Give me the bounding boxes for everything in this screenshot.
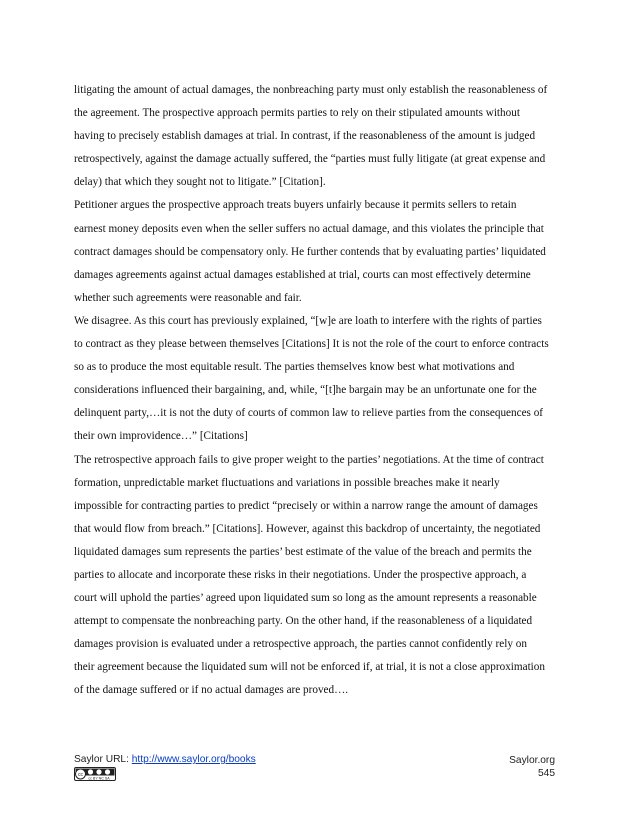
footer-page-info	[509, 754, 555, 780]
text-line: contract damages should be compensatory only. He further contends that by evaluating parties’ liquidated	[74, 245, 546, 258]
footer-url-prefix: Saylor URL:	[74, 754, 132, 765]
text-line: so as to produce the most equitable result. The parties themselves know best what motivations and	[74, 361, 515, 374]
saylor-books-link[interactable]: http://www.saylor.org/books	[131, 754, 256, 765]
text-line: Petitioner argues the prospective approach treats buyers unfairly because it permits sellers to retain	[74, 199, 517, 212]
text-line: litigating the amount of actual damages, the nonbreaching party must only establish the reasonableness of	[74, 84, 548, 96]
body-text	[74, 79, 564, 703]
text-line: their own improvidence…” [Citations]	[74, 430, 248, 443]
svg-text:cc: cc	[78, 771, 83, 778]
page-number: 545	[538, 768, 555, 779]
text-line: having to precisely establish damages at trial. In contrast, if the reasonableness of the amount is judged	[74, 130, 536, 143]
text-line: formation, unpredictable market fluctuations and variations in possible breaches make it nearly	[74, 476, 500, 489]
text-line: delinquent party,…it is not the duty of courts of common law to relieve parties from the consequences of	[74, 407, 544, 420]
text-line: whether such agreements were reasonable and fair.	[74, 291, 302, 304]
text-line: We disagree. As this court has previously explained, “[w]e are loath to interfere with the rights of parties	[74, 314, 542, 327]
text-line: impossible for contracting parties to predict “precisely or within a narrow range the amount of damages	[74, 499, 538, 512]
text-line: considerations influenced their bargaining, and, while, “[t]he bargain may be an unfortunate one for the	[74, 384, 537, 397]
text-line: damages provision is evaluated under a retrospective approach, the parties cannot confidently rely on	[74, 638, 527, 651]
text-line: court will uphold the parties’ agreed upon liquidated sum so long as the amount represents a reasonable	[74, 592, 537, 605]
creative-commons-license-icon[interactable]	[74, 767, 116, 781]
text-line: delay) that which they sought not to litigate.” [Citation].	[74, 176, 326, 189]
text-line: attempt to compensate the nonbreaching party. On the other hand, if the reasonableness of a liquidated	[74, 615, 533, 628]
footer-site: Saylor.org	[509, 755, 555, 766]
text-line: of the damage suffered or if no actual damages are proved….	[74, 684, 349, 697]
text-line: The retrospective approach fails to give proper weight to the parties’ negotiations. At the time of contract	[74, 453, 544, 466]
text-line: their agreement because the liquidated sum will not be enforced if, at trial, it is not a close approximation	[74, 661, 545, 674]
text-line: damages agreements against actual damages established at trial, courts can most effectively determine	[74, 268, 531, 281]
text-line: earnest money deposits even when the seller suffers no actual damage, and this violates the principle that	[74, 222, 544, 235]
text-line: retrospectively, against the damage actually suffered, the “parties must fully litigate (at great expense and	[74, 153, 546, 166]
text-line: parties to allocate and incorporate these risks in their negotiations. Under the prospective approach, a	[74, 568, 527, 581]
text-line: the agreement. The prospective approach permits parties to rely on their stipulated amounts without	[74, 107, 520, 120]
text-line: liquidated damages sum represents the parties’ best estimate of the value of the breach and permits the	[74, 545, 532, 558]
text-line: that would flow from breach.” [Citations]. However, against this backdrop of uncertainty, the negotiated	[74, 522, 541, 535]
license-badge-text: cc BY NC SA	[88, 776, 110, 781]
text-line: to contract as they please between themselves [Citations] It is not the role of the court to enforce contracts	[74, 338, 549, 351]
footer-source	[74, 754, 256, 765]
